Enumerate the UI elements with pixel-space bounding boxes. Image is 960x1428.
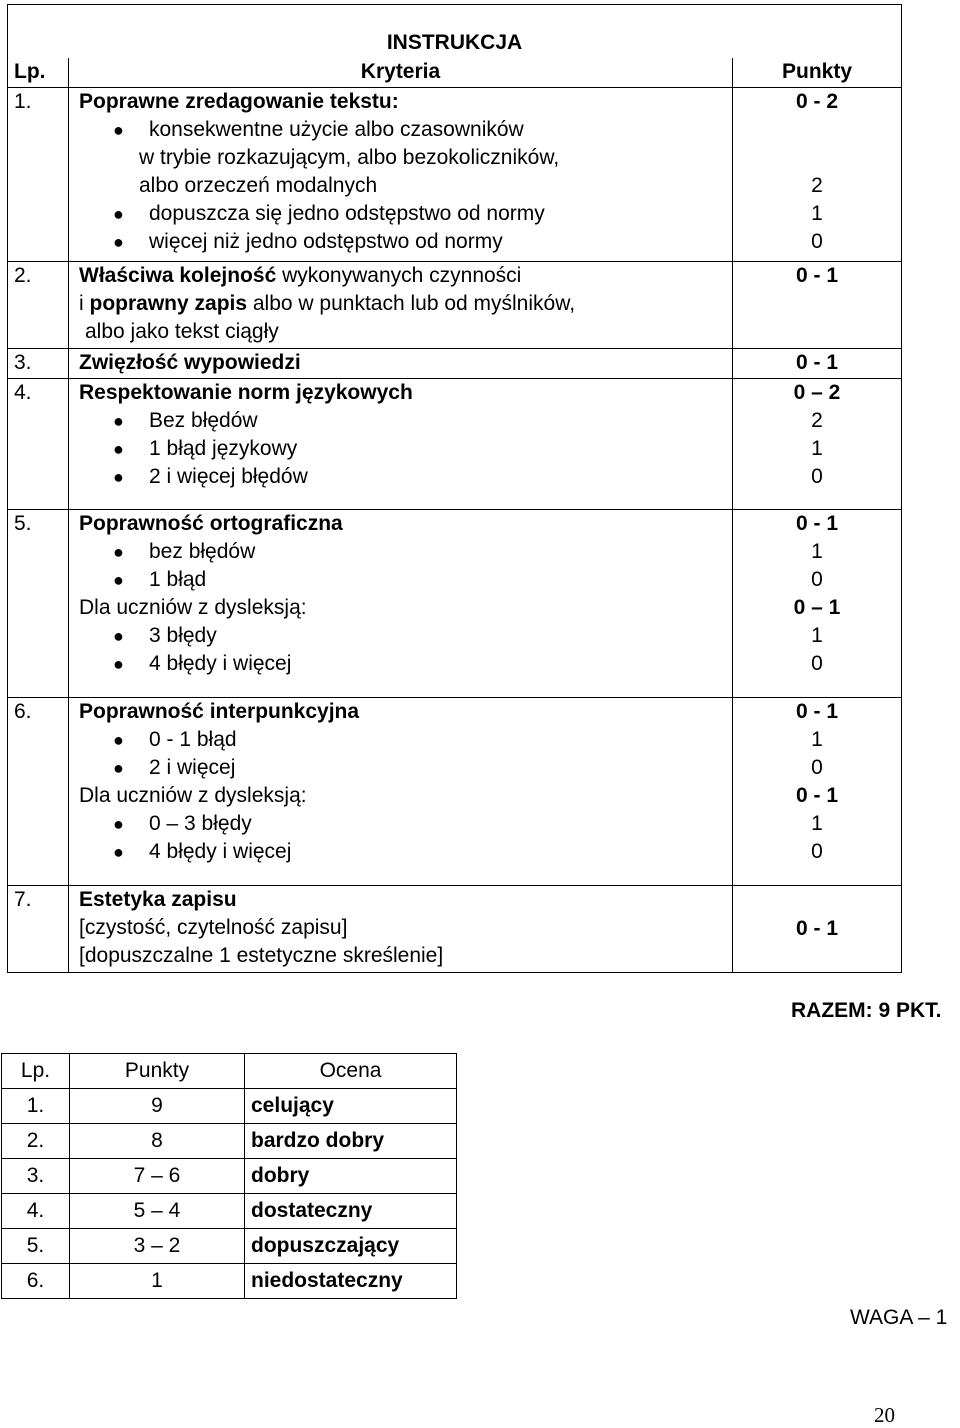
points-cell: 0 - 1 <box>733 885 902 972</box>
criteria-bold: poprawny zapis <box>89 291 248 315</box>
bullet-icon: ● <box>113 467 124 488</box>
grade-row <box>2 1159 457 1194</box>
grade-points: 9 <box>70 1089 245 1124</box>
grade-label: celujący <box>245 1089 457 1124</box>
list-item-label: 0 - 1 błąd <box>149 727 237 751</box>
list-item-label: 2 i więcej błędów <box>149 465 308 489</box>
grade-lp: 5. <box>2 1229 70 1264</box>
list-item-label: 4 błędy i więcej <box>149 651 292 675</box>
bullet-icon: ● <box>113 813 124 834</box>
header-points: Punkty <box>733 58 902 87</box>
list-item-label: więcej niż jedno odstępstwo od normy <box>149 230 503 254</box>
list-item <box>79 538 732 566</box>
table-row <box>8 349 902 379</box>
grade-label: dopuszczający <box>245 1229 457 1264</box>
criteria-title: Zwięzłość wypowiedzi <box>69 349 733 379</box>
points-cell <box>733 88 902 262</box>
grade-label: dobry <box>245 1159 457 1194</box>
list-item <box>79 650 732 678</box>
bullet-icon: ● <box>113 204 124 225</box>
points-cell: 0 - 1 <box>733 261 902 348</box>
header-lp: Lp. <box>8 58 69 87</box>
grade-row <box>2 1229 457 1264</box>
grade-points: 8 <box>70 1124 245 1159</box>
table-row <box>8 261 902 348</box>
row-number: 1. <box>8 88 69 262</box>
grade-table <box>1 1053 457 1299</box>
list-item <box>79 228 732 256</box>
list-item-label: 4 błędy i więcej <box>149 839 292 863</box>
points-value: 2 <box>811 409 823 433</box>
criteria-text: albo w punktach lub od myślników, <box>247 291 576 315</box>
grade-points: 5 – 4 <box>70 1194 245 1229</box>
grade-lp: 3. <box>2 1159 70 1194</box>
points-range: 0 - 1 <box>796 783 839 807</box>
list-item-label: Bez błędów <box>149 409 258 433</box>
points-value: 0 <box>811 839 823 863</box>
points-value: 0 <box>811 651 823 675</box>
points-value: 2 <box>811 174 823 198</box>
criteria-text: [dopuszczalne 1 estetyczne skreślenie] <box>79 943 444 967</box>
list-item <box>79 754 732 782</box>
criteria-title: Respektowanie norm językowych <box>79 381 413 405</box>
row-number: 5. <box>8 509 69 697</box>
bullet-icon: ● <box>113 541 124 562</box>
row-number: 2. <box>8 261 69 348</box>
row-number: 4. <box>8 379 69 510</box>
criteria-title: Poprawne zredagowanie tekstu: <box>79 90 399 114</box>
bullet-icon: ● <box>113 653 124 674</box>
criteria-text: [czystość, czytelność zapisu] <box>79 915 348 939</box>
table-title-row <box>8 5 902 59</box>
list-item-label: bez błędów <box>149 539 256 563</box>
points-value: 1 <box>811 202 823 226</box>
points-value: 1 <box>811 437 823 461</box>
weight-label: WAGA – 1 <box>850 1306 948 1329</box>
table-row <box>8 509 902 697</box>
list-item <box>79 566 732 594</box>
grade-label: dostateczny <box>245 1194 457 1229</box>
bullet-icon: ● <box>113 569 124 590</box>
points-range: 0 – 2 <box>793 381 841 405</box>
criteria-title: Estetyka zapisu <box>79 887 237 911</box>
grade-header-points: Punkty <box>70 1054 245 1089</box>
page-number: 20 <box>874 1403 895 1427</box>
points-value: 1 <box>811 727 823 751</box>
list-item-label: 1 błąd <box>149 567 207 591</box>
list-item <box>79 726 732 754</box>
criteria-bold: Właściwa kolejność <box>79 263 277 287</box>
criteria-table <box>7 4 902 973</box>
list-item <box>79 435 732 463</box>
grade-row <box>2 1124 457 1159</box>
points-cell: 0 - 1 <box>733 349 902 379</box>
list-item-label: 3 błędy <box>149 623 217 647</box>
grade-header-lp: Lp. <box>2 1054 70 1089</box>
table-row <box>8 88 902 262</box>
bullet-icon: ● <box>113 729 124 750</box>
list-item-label: 2 i więcej <box>149 755 236 779</box>
list-item <box>79 622 732 650</box>
points-range: 0 - 1 <box>796 511 839 535</box>
list-item <box>79 463 732 491</box>
points-range: 0 - 2 <box>796 90 839 114</box>
list-item-continuation: w trybie rozkazującym, albo bezokoliczników, <box>139 146 560 170</box>
row-number: 3. <box>8 349 69 379</box>
criteria-title: Poprawność ortograficzna <box>79 511 343 535</box>
bullet-icon: ● <box>113 411 124 432</box>
row-number: 7. <box>8 885 69 972</box>
grade-points: 7 – 6 <box>70 1159 245 1194</box>
list-item <box>79 116 732 144</box>
grade-header-grade: Ocena <box>245 1054 457 1089</box>
points-range: 0 – 1 <box>793 595 841 619</box>
criteria-cell <box>69 261 733 348</box>
table-title: INSTRUKCJA <box>8 5 902 59</box>
criteria-text: wykonywanych czynności <box>276 263 522 287</box>
grade-points: 3 – 2 <box>70 1229 245 1264</box>
list-item <box>79 200 732 228</box>
dyslexia-subtitle: Dla uczniów z dysleksją: <box>79 783 307 807</box>
grade-label: bardzo dobry <box>245 1124 457 1159</box>
points-value: 1 <box>811 811 823 835</box>
points-value: 0 <box>811 755 823 779</box>
list-item-label: dopuszcza się jedno odstępstwo od normy <box>149 202 545 226</box>
bullet-icon: ● <box>113 120 124 141</box>
criteria-cell <box>69 885 733 972</box>
grade-label: niedostateczny <box>245 1264 457 1299</box>
points-cell <box>733 697 902 885</box>
criteria-cell <box>69 509 733 697</box>
list-item-label: 0 – 3 błędy <box>149 811 252 835</box>
grade-row <box>2 1264 457 1299</box>
criteria-cell <box>69 697 733 885</box>
table-row <box>8 885 902 972</box>
list-item <box>79 810 732 838</box>
header-criteria: Kryteria <box>69 58 733 87</box>
bullet-icon: ● <box>113 232 124 253</box>
points-value: 1 <box>811 623 823 647</box>
table-header-row <box>8 58 902 87</box>
grade-lp: 1. <box>2 1089 70 1124</box>
table-row <box>8 697 902 885</box>
grade-row <box>2 1194 457 1229</box>
bullet-icon: ● <box>113 439 124 460</box>
grade-row <box>2 1089 457 1124</box>
points-value: 0 <box>811 230 823 254</box>
row-number: 6. <box>8 697 69 885</box>
grade-points: 1 <box>70 1264 245 1299</box>
grade-lp: 4. <box>2 1194 70 1229</box>
total-points: RAZEM: 9 PKT. <box>791 999 942 1022</box>
list-item-label: konsekwentne użycie albo czasowników <box>149 118 524 142</box>
grade-lp: 6. <box>2 1264 70 1299</box>
bullet-icon: ● <box>113 757 124 778</box>
dyslexia-subtitle: Dla uczniów z dysleksją: <box>79 595 307 619</box>
grade-lp: 2. <box>2 1124 70 1159</box>
points-range: 0 - 1 <box>796 699 839 723</box>
list-item-label: 1 błąd językowy <box>149 437 298 461</box>
bullet-icon: ● <box>113 625 124 646</box>
grade-header-row <box>2 1054 457 1089</box>
criteria-cell <box>69 88 733 262</box>
list-item <box>79 838 732 866</box>
criteria-title: Poprawność interpunkcyjna <box>79 699 360 723</box>
points-cell <box>733 509 902 697</box>
list-item-continuation: albo orzeczeń modalnych <box>139 174 378 198</box>
table-row <box>8 379 902 510</box>
bullet-icon: ● <box>113 841 124 862</box>
criteria-cell <box>69 379 733 510</box>
points-value: 0 <box>811 465 823 489</box>
points-cell <box>733 379 902 510</box>
list-item <box>79 407 732 435</box>
points-value: 0 <box>811 567 823 591</box>
points-value: 1 <box>811 539 823 563</box>
criteria-text: i <box>79 291 90 315</box>
criteria-text: albo jako tekst ciągły <box>85 319 279 343</box>
